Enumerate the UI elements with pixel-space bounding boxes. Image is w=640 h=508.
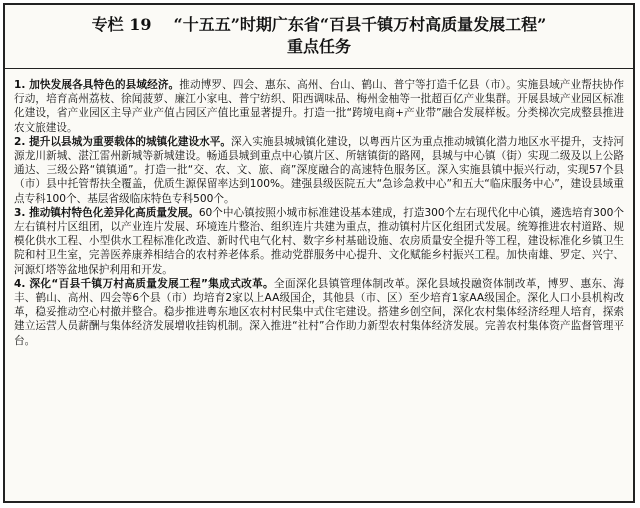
task-item-3: [14, 206, 624, 277]
task-lead: 2. 提升以县城为重要载体的城镇化建设水平。: [14, 135, 231, 148]
box-body: [5, 69, 633, 348]
task-item-4: [14, 277, 624, 348]
task-text: 全面深化县镇管理体制改革。深化县域投融资体制改革，博罗、惠东、海丰、鹤山、高州、四会等6个县（市）均培育2家以上AA级国企，其他县（市、区）至少培育1家AA级国企。深化人口小县机构改革，稳妥推动空心村撤并整合。稳步推进粤东地区农村村民集中式住宅建设。搭建乡创空间，深化农村集体经济经理人培育，探索建立运营人员薪酬与集体经济发展增收挂钩机制。深入推进“社村”合作助力新型农村集体经济发展。完善农村集体资产监督管理平台。: [14, 277, 624, 347]
task-item-2: [14, 135, 624, 206]
task-lead: 3. 推动镇村特色化差异化高质量发展。: [14, 206, 199, 219]
task-item-1: [14, 78, 624, 135]
column-tag: 专栏 19: [91, 15, 152, 34]
task-text: 推动博罗、四会、惠东、高州、台山、鹤山、普宁等打造千亿县（市）。实施县域产业帮扶协作行动，培育高州荔枝、徐闻菠萝、廉江小家电、普宁纺织、阳西调味品、梅州金柚等一批超百亿产业集群。开展县域产业园区标准化建设，省产业园区主导产业产值占园区产值比重显著提升。打造一批“跨境电商+产业带”融合发展样板。分类梯次完成整县推进农文旅建设。: [14, 79, 624, 134]
title-line-2: 重点任务: [286, 37, 351, 56]
title-line-1: “十五五”时期广东省“百县千镇万村高质量发展工程”: [173, 15, 547, 34]
task-text: 60个中心镇按照小城市标准建设基本建成，打造300个左右现代化中心镇，遴选培育300个左右镇村片区组团，以产业连片发展、环境连片整治、组织连片共建为重点，推动镇村片区化组团式发展。统筹推进农村道路、规模化供水工程、小型供水工程标准化改造、新时代电气化村、数字乡村基础设施、农房质量安全提升等工程，建设标准化乡镇卫生院和村卫生室，完善医养康养相结合的农村养老体系。推动党群服务中心提升、文化赋能乡村振兴工程。加快南雄、罗定、兴宁、河源灯塔等盆地保护利用和开发。: [14, 206, 624, 276]
box-header: [5, 5, 633, 69]
task-text: 深入实施县城城镇化建设，以粤西片区为重点推动城镇化潜力地区水平提升，支持河源龙川新城、湛江雷州新城等新城建设。畅通县城到重点中心镇片区、所辖镇街的路网，县城与中心镇（街）实现二级及以上公路通达、三级公路“镇镇通”。打造一批“交、农、文、旅、商”深度融合的高速特色服务区。深入实施县镇中振兴行动，实现57个县（市）县中托管帮扶全覆盖，优质生源保留率达到100%。建强县级医院五大“急诊急救中心”和五大“临床服务中心”，建设县域重点专科100个、基层省级临床特色专科500个。: [14, 135, 624, 205]
feature-box: [3, 3, 635, 503]
task-lead: 4. 深化“百县千镇万村高质量发展工程”集成式改革。: [14, 277, 274, 290]
task-lead: 1. 加快发展各具特色的县域经济。: [14, 79, 180, 91]
